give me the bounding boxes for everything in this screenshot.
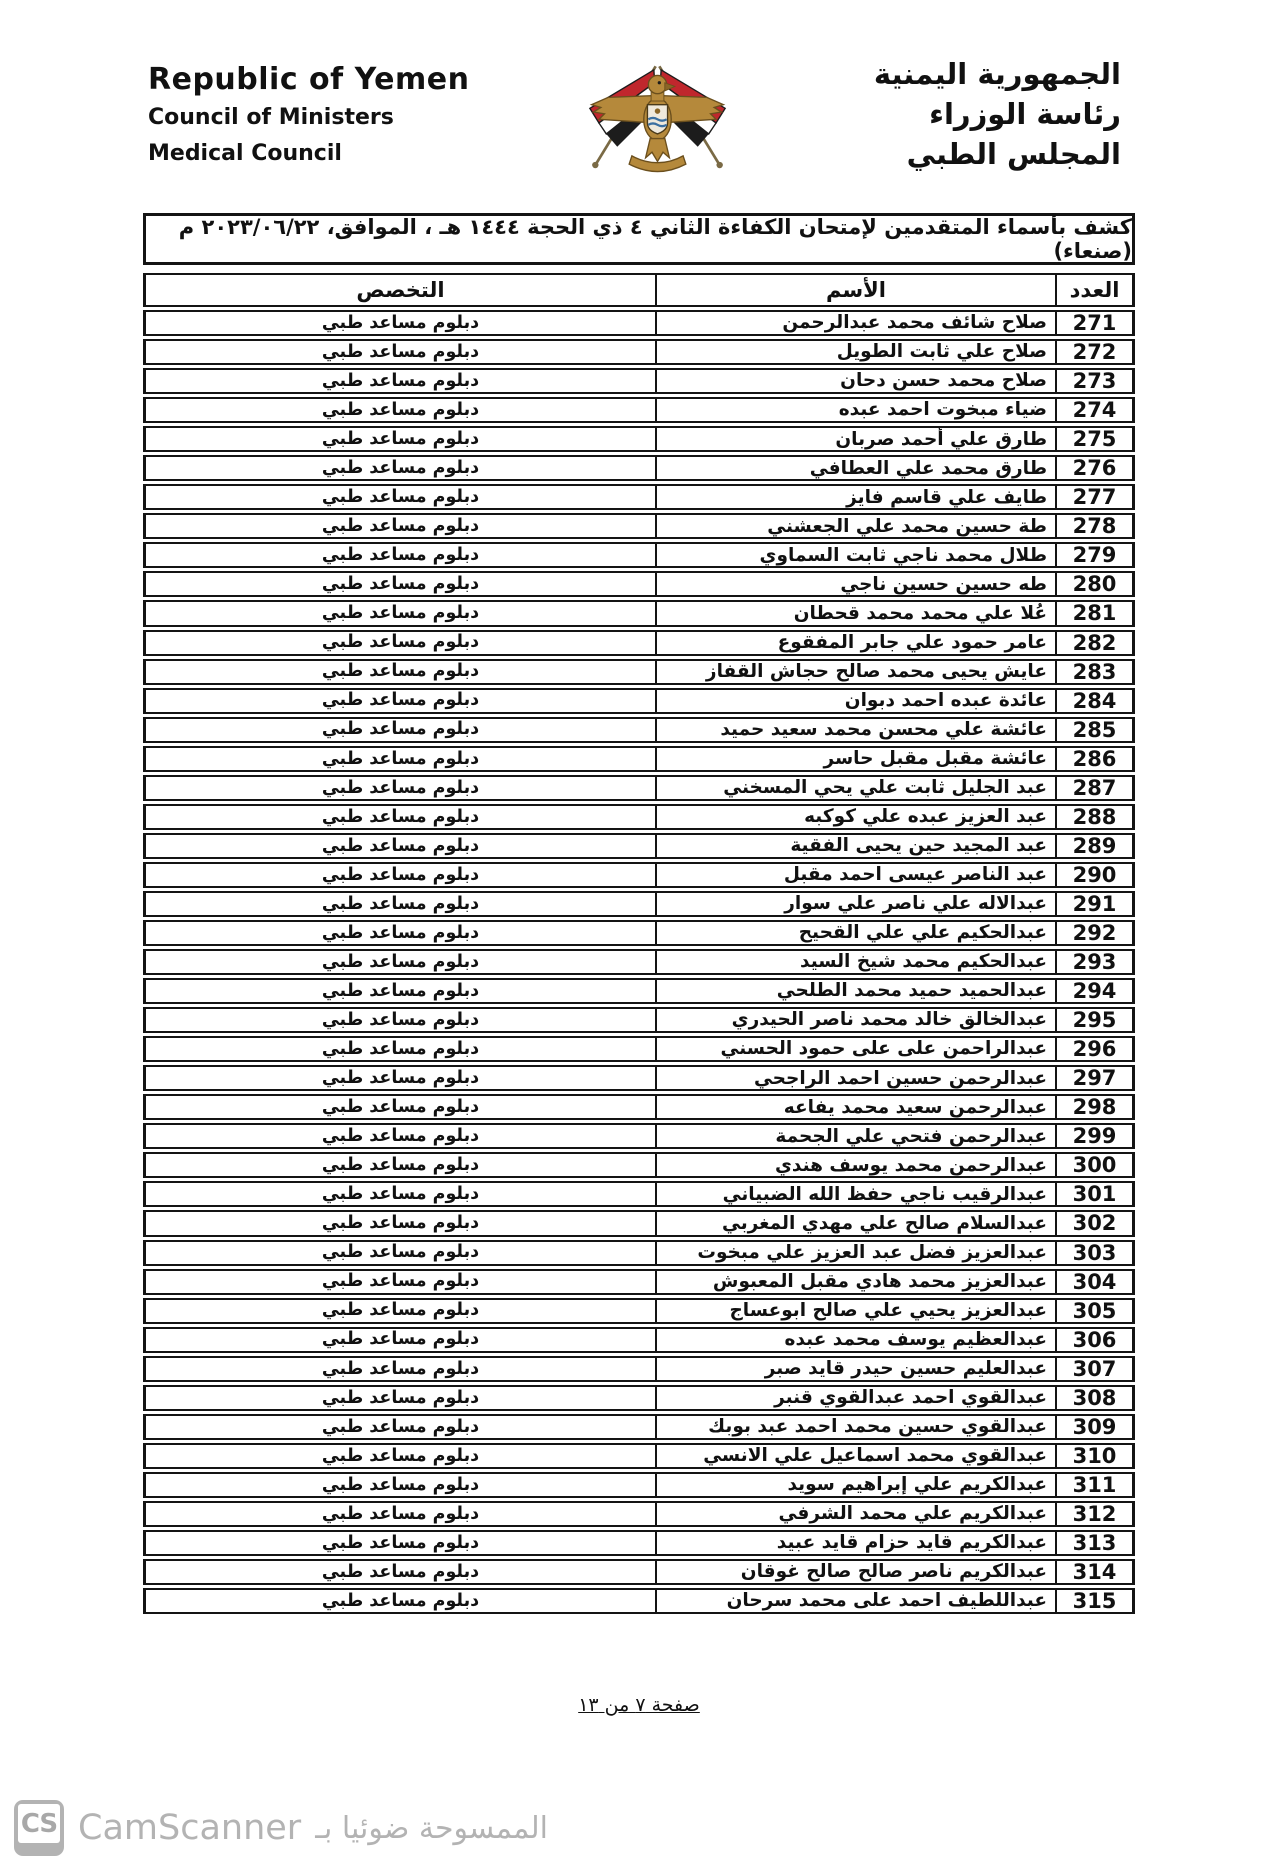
column-header-specialty: التخصص [143,273,655,307]
row-number: 276 [1055,455,1135,481]
table-row [143,688,1135,714]
row-specialty: دبلوم مساعد طبي [143,804,655,830]
table-row [143,862,1135,888]
row-name: طة حسين محمد علي الجعشني [655,513,1055,539]
table-row [143,1298,1135,1324]
row-number: 278 [1055,513,1135,539]
row-number: 305 [1055,1298,1135,1324]
row-specialty: دبلوم مساعد طبي [143,1123,655,1149]
row-number: 301 [1055,1181,1135,1207]
row-specialty: دبلوم مساعد طبي [143,426,655,452]
header-arabic-line2: رئاسة الوزراء [929,97,1121,131]
table-row [143,1240,1135,1266]
row-number: 309 [1055,1414,1135,1440]
table-row [143,1472,1135,1498]
camscanner-brand-text: CamScanner [78,1808,302,1848]
row-name: عامر حمود علي جابر المفقوع [655,630,1055,656]
row-specialty: دبلوم مساعد طبي [143,717,655,743]
row-number: 279 [1055,542,1135,568]
table-row [143,1559,1135,1585]
row-number: 281 [1055,600,1135,626]
row-name: عبدالعزيز محمد هادي مقبل المعبوش [655,1269,1055,1295]
table-row [143,571,1135,597]
camscanner-icon [14,1800,64,1856]
row-specialty: دبلوم مساعد طبي [143,1152,655,1178]
row-number: 298 [1055,1094,1135,1120]
row-number: 313 [1055,1530,1135,1556]
row-specialty: دبلوم مساعد طبي [143,1385,655,1411]
row-specialty: دبلوم مساعد طبي [143,1065,655,1091]
row-name: طه حسين حسين ناجي [655,571,1055,597]
table-row [143,484,1135,510]
table-row [143,368,1135,394]
row-name: عبدالعظيم يوسف محمد عبده [655,1327,1055,1353]
row-name: عائشة مقبل مقبل حاسر [655,746,1055,772]
table-row [143,310,1135,336]
row-specialty: دبلوم مساعد طبي [143,339,655,365]
row-name: عبدالقوي حسين محمد احمد عبد بوبك [655,1414,1055,1440]
document-title: كشف بأسماء المتقدمين لإمتحان الكفاءة الثاني ٤ ذي الحجة ١٤٤٤ هـ ، الموافق، ٢٠٢٣/٠٦/٢٢ م (صنعاء) [178,215,1132,263]
table-row [143,1181,1135,1207]
row-specialty: دبلوم مساعد طبي [143,368,655,394]
row-number: 294 [1055,978,1135,1004]
table-row [143,659,1135,685]
row-number: 293 [1055,949,1135,975]
row-number: 304 [1055,1269,1135,1295]
row-number: 315 [1055,1588,1135,1614]
row-number: 312 [1055,1501,1135,1527]
table-row [143,1385,1135,1411]
row-number: 274 [1055,397,1135,423]
row-number: 303 [1055,1240,1135,1266]
row-specialty: دبلوم مساعد طبي [143,833,655,859]
row-specialty: دبلوم مساعد طبي [143,775,655,801]
table-row [143,630,1135,656]
row-name: عبدالسلام صالح علي مهدي المغربي [655,1210,1055,1236]
row-number: 277 [1055,484,1135,510]
row-specialty: دبلوم مساعد طبي [143,1588,655,1614]
row-name: عائدة عبده احمد دبوان [655,688,1055,714]
table-row [143,339,1135,365]
header-arabic-line1: الجمهورية اليمنية [873,57,1121,91]
row-name: عبدالعزيز فضل عبد العزيز علي مبخوت [655,1240,1055,1266]
footer-page-number: صفحة ٧ من ١٣ [578,1694,700,1716]
table-row [143,426,1135,452]
row-number: 306 [1055,1327,1135,1353]
table-row [143,717,1135,743]
table-header-row [143,273,1135,307]
row-name: عبدالرقيب ناجي حفظ الله الضبياني [655,1181,1055,1207]
row-specialty: دبلوم مساعد طبي [143,746,655,772]
row-number: 273 [1055,368,1135,394]
header-arabic [874,54,1121,174]
table-row [143,775,1135,801]
camscanner-watermark [14,1796,548,1860]
table-row [143,1414,1135,1440]
header-english [148,60,469,172]
row-specialty: دبلوم مساعد طبي [143,600,655,626]
row-specialty: دبلوم مساعد طبي [143,891,655,917]
table-row [143,1501,1135,1527]
row-number: 284 [1055,688,1135,714]
table-row [143,1036,1135,1062]
row-name: عبدالحكيم علي علي القحيح [655,920,1055,946]
row-specialty: دبلوم مساعد طبي [143,1414,655,1440]
row-name: عبدالرحمن سعيد محمد يفاعه [655,1094,1055,1120]
row-specialty: دبلوم مساعد طبي [143,1210,655,1236]
table-row [143,1210,1135,1236]
row-number: 285 [1055,717,1135,743]
row-specialty: دبلوم مساعد طبي [143,1472,655,1498]
row-name: عبدالرحمن حسين احمد الراجحي [655,1065,1055,1091]
table-row [143,1327,1135,1353]
row-specialty: دبلوم مساعد طبي [143,455,655,481]
yemen-coat-of-arms-icon [545,48,770,176]
row-name: عايش يحيى محمد صالح حجاش القفاز [655,659,1055,685]
table-row [143,1065,1135,1091]
row-name: عبد العزيز عبده علي كوكبه [655,804,1055,830]
row-number: 311 [1055,1472,1135,1498]
row-specialty: دبلوم مساعد طبي [143,630,655,656]
camscanner-arabic-text: الممسوحة ضوئيا بـ [315,1810,548,1846]
table-row [143,513,1135,539]
row-specialty: دبلوم مساعد طبي [143,571,655,597]
table-body [143,310,1135,1614]
row-name: طايف علي قاسم فايز [655,484,1055,510]
row-name: عبد المجيد حين يحيى الفقية [655,833,1055,859]
row-specialty: دبلوم مساعد طبي [143,1094,655,1120]
row-name: عبدالقوي محمد اسماعيل علي الانسي [655,1443,1055,1469]
table-row [143,542,1135,568]
row-name: طلال محمد ناجي ثابت السماوي [655,542,1055,568]
row-number: 282 [1055,630,1135,656]
row-specialty: دبلوم مساعد طبي [143,397,655,423]
row-number: 307 [1055,1356,1135,1382]
row-name: عبدالحكيم محمد شيخ السيد [655,949,1055,975]
table-row [143,746,1135,772]
table-row [143,600,1135,626]
row-specialty: دبلوم مساعد طبي [143,1181,655,1207]
row-name: صلاح علي ثابت الطويل [655,339,1055,365]
row-number: 280 [1055,571,1135,597]
row-number: 271 [1055,310,1135,336]
row-specialty: دبلوم مساعد طبي [143,978,655,1004]
row-number: 272 [1055,339,1135,365]
row-name: عبدالرحمن فتحي علي الجحمة [655,1123,1055,1149]
header-english-line3: Medical Council [148,141,342,166]
row-number: 292 [1055,920,1135,946]
row-number: 300 [1055,1152,1135,1178]
row-name: عبدالعليم حسين حيدر قايد صبر [655,1356,1055,1382]
table-row [143,1588,1135,1614]
column-header-name: الأسم [655,273,1055,307]
row-specialty: دبلوم مساعد طبي [143,1559,655,1585]
header-arabic-line3: المجلس الطبي [906,137,1121,171]
row-specialty: دبلوم مساعد طبي [143,1036,655,1062]
table-row [143,1530,1135,1556]
row-number: 314 [1055,1559,1135,1585]
table-row [143,1123,1135,1149]
table-row [143,978,1135,1004]
row-name: عبد الناصر عيسى احمد مقبل [655,862,1055,888]
row-name: عبدالعزيز يحيي علي صالح ابوعساج [655,1298,1055,1324]
candidates-table [143,270,1135,1617]
row-specialty: دبلوم مساعد طبي [143,1007,655,1033]
row-specialty: دبلوم مساعد طبي [143,484,655,510]
row-specialty: دبلوم مساعد طبي [143,688,655,714]
row-name: صلاح محمد حسن دحان [655,368,1055,394]
row-name: عبد الجليل ثابت علي يحي المسخني [655,775,1055,801]
table-row [143,1007,1135,1033]
row-name: عائشة علي محسن محمد سعيد حميد [655,717,1055,743]
row-name: عبدالكريم قايد حزام قايد عبيد [655,1530,1055,1556]
table-row [143,1443,1135,1469]
row-specialty: دبلوم مساعد طبي [143,1501,655,1527]
table-row [143,891,1135,917]
row-specialty: دبلوم مساعد طبي [143,310,655,336]
header-english-line1: Republic of Yemen [148,62,470,97]
row-number: 289 [1055,833,1135,859]
row-number: 275 [1055,426,1135,452]
row-specialty: دبلوم مساعد طبي [143,1298,655,1324]
row-number: 290 [1055,862,1135,888]
row-specialty: دبلوم مساعد طبي [143,949,655,975]
table-row [143,804,1135,830]
row-specialty: دبلوم مساعد طبي [143,920,655,946]
row-name: عبدالكريم ناصر صالح صالح غوقان [655,1559,1055,1585]
row-name: عبدالخالق خالد محمد ناصر الحيدري [655,1007,1055,1033]
camscanner-icon-label: CS [18,1804,60,1843]
table-row [143,455,1135,481]
row-number: 283 [1055,659,1135,685]
row-number: 297 [1055,1065,1135,1091]
row-name: عبدالاله علي ناصر علي سوار [655,891,1055,917]
row-number: 286 [1055,746,1135,772]
row-number: 310 [1055,1443,1135,1469]
row-name: عبدالقوي احمد عبدالقوي قنبر [655,1385,1055,1411]
row-number: 302 [1055,1210,1135,1236]
row-number: 308 [1055,1385,1135,1411]
column-header-number: العدد [1055,273,1135,307]
document-title-bar [143,213,1135,265]
row-name: طارق محمد علي العطافي [655,455,1055,481]
row-specialty: دبلوم مساعد طبي [143,513,655,539]
table-row [143,949,1135,975]
row-specialty: دبلوم مساعد طبي [143,1269,655,1295]
row-number: 299 [1055,1123,1135,1149]
row-name: طارق علي أحمد صربان [655,426,1055,452]
row-specialty: دبلوم مساعد طبي [143,659,655,685]
row-number: 288 [1055,804,1135,830]
table-row [143,1152,1135,1178]
row-number: 295 [1055,1007,1135,1033]
row-specialty: دبلوم مساعد طبي [143,542,655,568]
table-row [143,920,1135,946]
table-row [143,397,1135,423]
table-row [143,1356,1135,1382]
row-number: 296 [1055,1036,1135,1062]
header-english-line2: Council of Ministers [148,105,394,130]
table-row [143,1269,1135,1295]
row-name: عبدالكريم علي محمد الشرفي [655,1501,1055,1527]
row-specialty: دبلوم مساعد طبي [143,1327,655,1353]
row-number: 287 [1055,775,1135,801]
row-name: ضياء مبخوت احمد عبده [655,397,1055,423]
row-name: عبداللطيف احمد على محمد سرحان [655,1588,1055,1614]
row-name: صلاح شائف محمد عبدالرحمن [655,310,1055,336]
row-specialty: دبلوم مساعد طبي [143,1443,655,1469]
row-name: عبدالكريم علي إبراهيم سويد [655,1472,1055,1498]
table-row [143,833,1135,859]
row-specialty: دبلوم مساعد طبي [143,1240,655,1266]
row-specialty: دبلوم مساعد طبي [143,1356,655,1382]
row-number: 291 [1055,891,1135,917]
row-name: عبدالحميد حميد محمد الطلحي [655,978,1055,1004]
row-name: عُلا علي محمد محمد قحطان [655,600,1055,626]
table-row [143,1094,1135,1120]
row-name: عبدالراحمن على على حمود الحسني [655,1036,1055,1062]
row-specialty: دبلوم مساعد طبي [143,1530,655,1556]
row-name: عبدالرحمن محمد يوسف هندي [655,1152,1055,1178]
row-specialty: دبلوم مساعد طبي [143,862,655,888]
